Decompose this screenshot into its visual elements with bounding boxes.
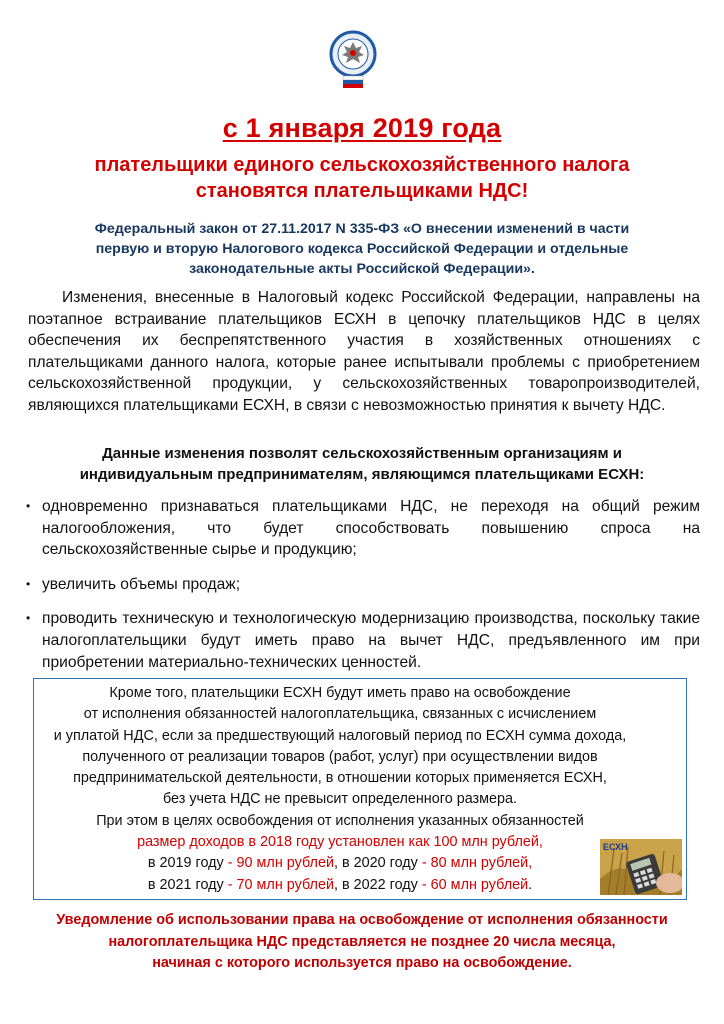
exemption-box (33, 678, 687, 900)
list-item: • одновременно признаваться плательщиками НДС, не переходя на общий режим налогообложения, что будет способствовать повышению спроса на сельскохозяйственные сырье и продукцию; (24, 496, 700, 561)
law-line: первую и вторую Налогового кодекса Российской Федерации и отдельные (95, 241, 629, 257)
list-item: • проводить техническую и технологическую модернизацию производства, поскольку такие налогоплательщики будут иметь право на вычет НДС, предъявленного им при приобретении материально-технических ценностей. (24, 608, 700, 673)
box-line: полученного от реализации товаров (работ, услуг) при осуществлении видов (82, 748, 598, 765)
box-line: и уплатой НДС, если за предшествующий налоговый период по ЕСХН сумма дохода, (53, 727, 627, 744)
law-line: Федеральный закон от 27.11.2017 N 335-ФЗ «О внесении изменений в части (94, 221, 630, 237)
threshold-value: - 90 млн рублей (227, 855, 334, 872)
year-label: , в 2022 году (334, 876, 418, 893)
threshold-2018: размер доходов в 2018 году установлен как 100 млн рублей, (137, 834, 543, 851)
subtitle-line: плательщики единого сельскохозяйственного налога (94, 154, 630, 176)
period: . (528, 876, 533, 893)
benefits-list (24, 496, 700, 686)
box-line: предпринимательской деятельности, в отношении которых применяется ЕСХН, (73, 770, 607, 787)
intro-paragraph: Изменения, внесенные в Налоговый кодекс Российской Федерации, направлены на поэтапное встраивание плательщиков ЕСХН в цепочку плательщиков НДС в целях обеспечения их беспрепятственного участия в хозяйственных отношениях с плательщиками данного налога, которые ранее испытывали проблемы с приобретением сельскохозяйственной продукции, у сельскохозяйственных товаропроизводителей, являющихся плательщиками ЕСХН, в связи с невозможностью принятия к вычету НДС. (28, 289, 700, 414)
threshold-2019-2020 (40, 853, 640, 874)
list-item: • увеличить объемы продаж; (24, 574, 700, 596)
exemption-text (40, 683, 640, 896)
image-label: ЕСХН (603, 842, 628, 852)
box-line: от исполнения обязанностей налогоплательщика, связанных с исчислением (83, 706, 597, 723)
year-label: , в 2020 году (334, 855, 418, 872)
tax-service-emblem-icon (329, 30, 377, 94)
notice-line: начиная с которого используется право на освобождение. (152, 955, 572, 971)
notice (20, 910, 704, 975)
year-label: в 2019 году (147, 855, 224, 872)
lead-line: Данные изменения позволят сельскохозяйственным организациям и (102, 445, 622, 462)
notice-line: Уведомление об использовании права на освобождение от исполнения обязанности (56, 912, 668, 928)
box-line: При этом в целях освобождения от исполнения указанных обязанностей (96, 812, 584, 829)
law-line: законодательные акты Российской Федерации». (189, 261, 535, 277)
box-line: Кроме того, плательщики ЕСХН будут иметь право на освобождение (109, 685, 571, 701)
page-subtitle (0, 152, 724, 204)
lead-line: индивидуальным предпринимателям, являющимся плательщиками ЕСХН: (79, 466, 645, 483)
lead-heading (24, 443, 700, 485)
page-title: с 1 января 2019 года (222, 113, 502, 143)
subtitle-line: становятся плательщиками НДС! (195, 180, 529, 202)
notice-line: налогоплательщика НДС представляется не позднее 20 числа месяца, (108, 933, 616, 950)
calculator-wheat-photo-icon (600, 839, 682, 895)
threshold-value: - 70 млн рублей (227, 876, 334, 893)
threshold-value: - 60 млн рублей (421, 876, 529, 893)
threshold-value: - 80 млн рублей, (421, 855, 533, 872)
year-label: в 2021 году (147, 876, 224, 893)
threshold-2021-2022 (40, 875, 640, 896)
law-reference (32, 219, 692, 279)
box-line: без учета НДС не превысит определенного размера. (162, 791, 518, 808)
